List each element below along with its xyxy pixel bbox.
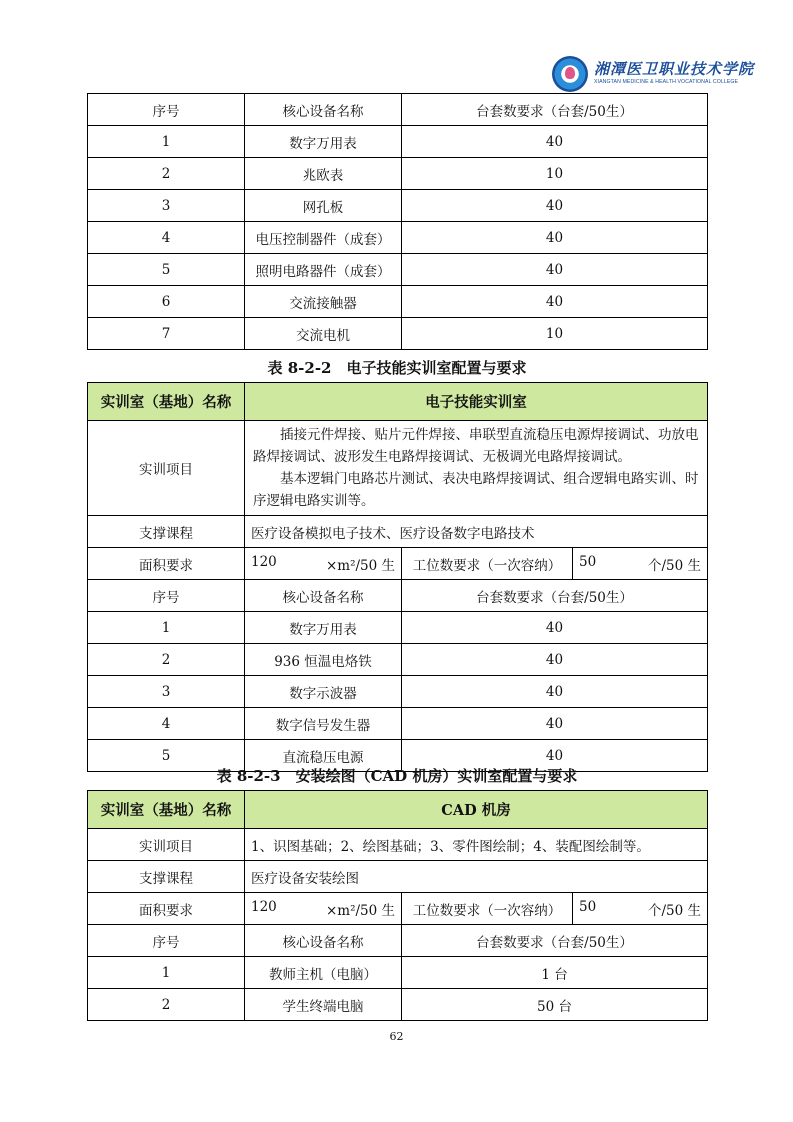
lab-name-label: 实训室（基地）名称 bbox=[88, 383, 245, 421]
course-label: 支撑课程 bbox=[88, 516, 245, 548]
area-row bbox=[88, 893, 708, 925]
table-row bbox=[88, 190, 708, 222]
equipment-name: 兆欧表 bbox=[245, 158, 402, 190]
equipment-count: 10 bbox=[402, 318, 708, 350]
row-index: 1 bbox=[88, 126, 245, 158]
logo-chinese-name: 湘潭医卫职业技术学院 bbox=[594, 60, 755, 79]
equipment-count: 40 bbox=[402, 644, 708, 676]
row-index: 6 bbox=[88, 286, 245, 318]
column-header: 核心设备名称 bbox=[245, 580, 402, 612]
equipment-name: 交流接触器 bbox=[245, 286, 402, 318]
equipment-count: 40 bbox=[402, 708, 708, 740]
equipment-count: 40 bbox=[402, 740, 708, 772]
column-header: 台套数要求（台套/50生） bbox=[402, 925, 708, 957]
table-row bbox=[88, 708, 708, 740]
equipment-name: 936 恒温电烙铁 bbox=[245, 644, 402, 676]
table-row bbox=[88, 158, 708, 190]
equipment-name: 教师主机（电脑） bbox=[245, 957, 402, 989]
college-logo bbox=[552, 56, 762, 92]
page-number: 62 bbox=[389, 1030, 404, 1043]
equipment-name: 数字万用表 bbox=[245, 126, 402, 158]
equipment-count: 40 bbox=[402, 254, 708, 286]
row-index: 2 bbox=[88, 644, 245, 676]
row-index: 1 bbox=[88, 612, 245, 644]
project-label: 实训项目 bbox=[88, 829, 245, 861]
table-row bbox=[88, 644, 708, 676]
row-index: 5 bbox=[88, 254, 245, 286]
project-paragraph: 插接元件焊接、贴片元件焊接、串联型直流稳压电源焊接调试、功放电路焊接调试、波形发生电路焊接调试、无极调光电路焊接调试。 bbox=[253, 427, 699, 465]
column-header: 核心设备名称 bbox=[245, 94, 402, 126]
project-row bbox=[88, 421, 708, 516]
table-row bbox=[88, 222, 708, 254]
column-header: 序号 bbox=[88, 94, 245, 126]
row-index: 4 bbox=[88, 222, 245, 254]
area-value bbox=[245, 548, 402, 580]
logo-english-name: XIANGTAN MEDICINE & HEALTH VOCATIONAL COLLEGE bbox=[594, 79, 739, 86]
table-header-row bbox=[88, 94, 708, 126]
equipment-name: 学生终端电脑 bbox=[245, 989, 402, 1021]
equipment-count: 50 台 bbox=[402, 989, 708, 1021]
row-index: 2 bbox=[88, 158, 245, 190]
table-row bbox=[88, 254, 708, 286]
equipment-name: 照明电路器件（成套） bbox=[245, 254, 402, 286]
lab-config-table-2 bbox=[87, 382, 708, 772]
college-seal-icon bbox=[552, 56, 588, 92]
course-label: 支撑课程 bbox=[88, 861, 245, 893]
equipment-name: 网孔板 bbox=[245, 190, 402, 222]
course-value: 医疗设备安装绘图 bbox=[245, 861, 708, 893]
column-header: 台套数要求（台套/50生） bbox=[402, 94, 708, 126]
area-number: 120 bbox=[251, 553, 277, 570]
equipment-name: 数字万用表 bbox=[245, 612, 402, 644]
station-unit: 个/50 生 bbox=[647, 902, 702, 919]
project-label: 实训项目 bbox=[88, 421, 245, 516]
column-header: 台套数要求（台套/50生） bbox=[402, 580, 708, 612]
station-unit: 个/50 生 bbox=[648, 557, 702, 574]
table-header-row bbox=[88, 580, 708, 612]
lab-name-label: 实训室（基地）名称 bbox=[88, 791, 245, 829]
lab-name-row bbox=[88, 383, 708, 421]
equipment-name: 交流电机 bbox=[245, 318, 402, 350]
lab-name-value: 电子技能实训室 bbox=[245, 383, 708, 421]
area-number: 120 bbox=[251, 898, 277, 915]
lab-config-table-3 bbox=[87, 790, 708, 1021]
course-row bbox=[88, 861, 708, 893]
station-label: 工位数要求（一次容纳） bbox=[402, 893, 573, 925]
table-row bbox=[88, 676, 708, 708]
area-unit: ×m²/50 生 bbox=[325, 902, 395, 919]
table-row bbox=[88, 957, 708, 989]
project-description: 1、识图基础；2、绘图基础；3、零件图绘制；4、装配图绘制等。 bbox=[245, 829, 708, 861]
station-number: 50 bbox=[579, 898, 597, 915]
equipment-name: 数字示波器 bbox=[245, 676, 402, 708]
equipment-count: 40 bbox=[402, 286, 708, 318]
table-caption: 表 8-2-3 安装绘图（CAD 机房）实训室配置与要求 bbox=[216, 767, 578, 785]
column-header: 序号 bbox=[88, 580, 245, 612]
equipment-table-1 bbox=[87, 93, 708, 350]
equipment-count: 40 bbox=[402, 126, 708, 158]
station-value bbox=[573, 548, 708, 580]
course-value: 医疗设备模拟电子技术、医疗设备数字电路技术 bbox=[245, 516, 708, 548]
row-index: 3 bbox=[88, 676, 245, 708]
project-row bbox=[88, 829, 708, 861]
equipment-name: 电压控制器件（成套） bbox=[245, 222, 402, 254]
row-index: 3 bbox=[88, 190, 245, 222]
row-index: 5 bbox=[88, 740, 245, 772]
equipment-count: 1 台 bbox=[402, 957, 708, 989]
row-index: 1 bbox=[88, 957, 245, 989]
equipment-count: 40 bbox=[402, 190, 708, 222]
lab-name-value: CAD 机房 bbox=[245, 791, 708, 829]
station-label: 工位数要求（一次容纳） bbox=[402, 548, 573, 580]
table-row bbox=[88, 126, 708, 158]
table-row bbox=[88, 318, 708, 350]
row-index: 7 bbox=[88, 318, 245, 350]
column-header: 序号 bbox=[88, 925, 245, 957]
equipment-count: 40 bbox=[402, 676, 708, 708]
equipment-count: 10 bbox=[402, 158, 708, 190]
row-index: 2 bbox=[88, 989, 245, 1021]
table-row bbox=[88, 612, 708, 644]
area-row bbox=[88, 548, 708, 580]
station-value bbox=[573, 893, 708, 925]
equipment-count: 40 bbox=[402, 222, 708, 254]
area-value bbox=[245, 893, 402, 925]
area-unit: ×m²/50 生 bbox=[325, 557, 395, 574]
area-label: 面积要求 bbox=[88, 548, 245, 580]
station-number: 50 bbox=[579, 553, 597, 570]
equipment-count: 40 bbox=[402, 612, 708, 644]
table-row bbox=[88, 989, 708, 1021]
table-header-row bbox=[88, 925, 708, 957]
course-row bbox=[88, 516, 708, 548]
equipment-name: 直流稳压电源 bbox=[245, 740, 402, 772]
project-paragraph: 基本逻辑门电路芯片测试、表决电路焊接调试、组合逻辑电路实训、时序逻辑电路实训等。 bbox=[253, 471, 699, 509]
table-caption: 表 8-2-2 电子技能实训室配置与要求 bbox=[267, 359, 527, 377]
equipment-name: 数字信号发生器 bbox=[245, 708, 402, 740]
lab-name-row bbox=[88, 791, 708, 829]
area-label: 面积要求 bbox=[88, 893, 245, 925]
row-index: 4 bbox=[88, 708, 245, 740]
column-header: 核心设备名称 bbox=[245, 925, 402, 957]
table-row bbox=[88, 286, 708, 318]
project-description bbox=[245, 421, 708, 516]
